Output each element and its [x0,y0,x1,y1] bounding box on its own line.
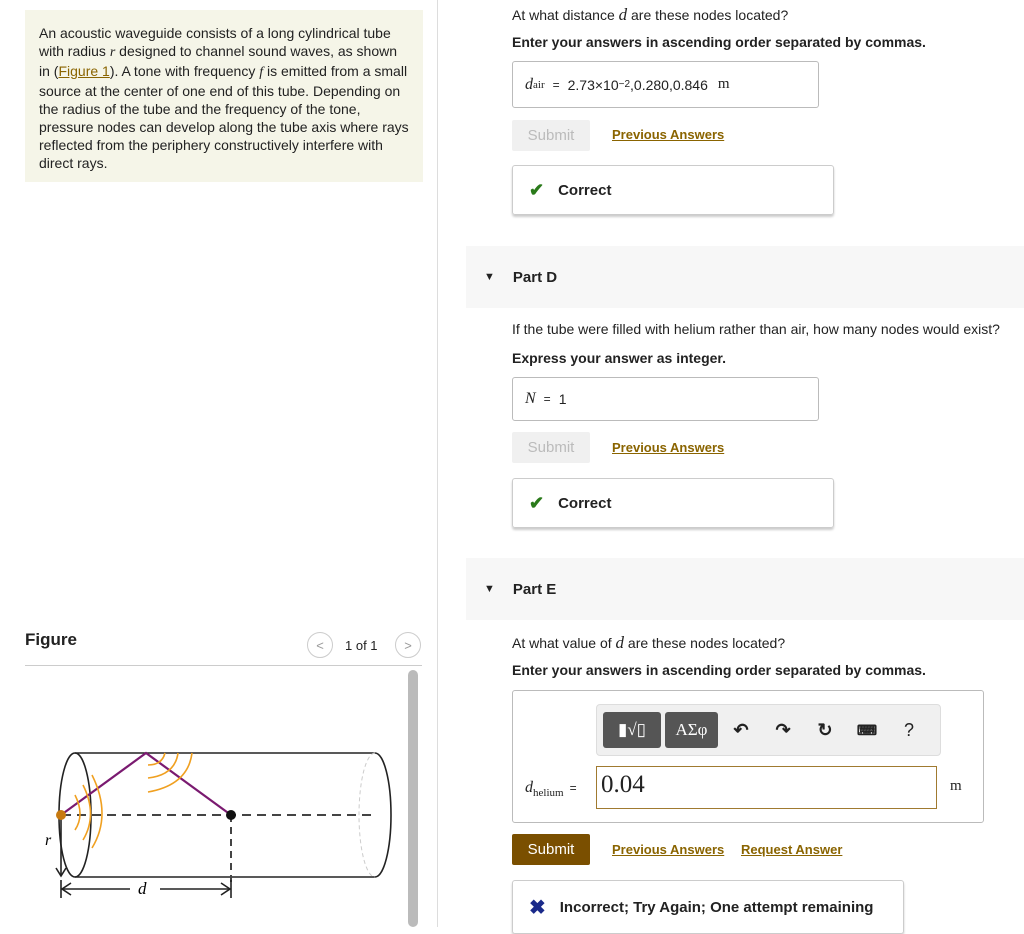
feedback-text: Correct [558,494,612,512]
unit: m [950,778,962,794]
feedback-text: Incorrect; Try Again; One attempt remaining [559,898,874,916]
intro-text: ). A tone with frequency [109,63,260,79]
chevron-left-icon: < [316,637,324,653]
var-subscript: air [533,78,545,91]
keyboard-icon[interactable]: ⌨ [856,721,878,738]
partD-previous-answers-link[interactable]: Previous Answers [612,440,725,455]
undo-icon[interactable]: ↶ [733,719,749,740]
var-d: d [525,779,533,796]
partE-var-label [525,779,577,799]
partC-question [512,5,788,25]
chevron-right-icon: > [404,637,412,653]
figure-pager: 1 of 1 [345,638,378,653]
waveguide-figure [20,670,410,927]
help-button[interactable]: ? [903,719,914,740]
partD-answer-field[interactable] [512,377,819,421]
panel-divider [437,0,438,927]
feedback-text: Correct [558,181,612,199]
partE-submit-button[interactable]: Submit [512,834,590,865]
templates-button[interactable]: ▮√▯ [603,712,661,748]
unit: m [717,76,730,92]
prev-figure-button[interactable] [307,632,333,658]
var-d: d [615,633,625,652]
caret-down-icon: ▼ [484,583,495,595]
ray-path [61,753,231,815]
math-toolbar [596,704,941,756]
problem-intro [25,10,423,182]
partE-answer-input[interactable]: 0.04 [596,766,937,809]
question-text: At what value of [512,635,616,651]
equals-sign: = [543,392,551,406]
sound-waves [75,753,192,848]
var-f: f [259,65,264,80]
answer-value: ,0.280,0.846 [630,76,708,93]
partD-header[interactable] [466,246,1024,308]
node-dot [226,810,236,820]
next-figure-button[interactable] [395,632,421,658]
label-r: r [45,832,52,849]
redo-icon[interactable]: ↷ [775,719,791,740]
label-d: d [138,879,147,898]
intro-text: is emitted from a small source at the center of one end of this tube. Depending on the radius of the tube and the frequency of the tone, pressure nodes can develop along the tube axis where rays reflected from the periphery constructively interfere with direct rays. [39,63,409,171]
equals-sign: = [569,781,577,795]
figure-divider [25,665,422,666]
partC-answer-field[interactable] [512,61,819,108]
var-d: d [618,5,628,24]
partC-instruction: Enter your answers in ascending order separated by commas. [512,34,926,50]
answer-exponent: −2 [618,79,631,90]
figure-link[interactable]: Figure 1 [58,63,110,79]
figure-title: Figure [25,630,77,649]
check-icon: ✔ [529,179,545,200]
partE-previous-answers-link[interactable]: Previous Answers [612,842,725,857]
question-text: are these nodes located? [624,635,786,651]
partD-feedback [512,478,834,528]
answer-value: 2.73×10 [567,76,619,93]
var-r: r [109,45,116,60]
answer-value: 1 [558,391,567,407]
partD-instruction: Express your answer as integer. [512,350,726,366]
intro-text: designed to channel sound waves, as shown in ( [39,43,398,79]
intro-text: An acoustic waveguide consists of a long cylindrical tube with radius [39,25,391,59]
var-subscript: helium [533,786,564,799]
partC-submit-button[interactable]: Submit [512,120,590,151]
partE-answer-panel [512,690,984,823]
symbols-button[interactable]: ΑΣφ [665,712,718,748]
part-title: Part E [512,580,557,598]
partD-question: If the tube were filled with helium rather than air, how many nodes would exist? [512,321,1000,337]
partE-question [512,633,785,653]
partD-submit-button[interactable]: Submit [512,432,590,463]
question-text: At what distance [512,7,619,23]
var-d: d [525,75,533,93]
partC-feedback [512,165,834,215]
partE-feedback [512,880,904,934]
source-dot [56,810,66,820]
x-icon: ✖ [529,896,546,919]
question-text: are these nodes located? [627,7,789,23]
request-answer-link[interactable]: Request Answer [741,842,843,857]
caret-down-icon: ▼ [484,271,495,283]
partE-instruction: Enter your answers in ascending order separated by commas. [512,662,926,678]
partE-header[interactable] [466,558,1024,620]
partC-previous-answers-link[interactable]: Previous Answers [612,127,725,142]
var-N: N [525,390,536,407]
part-title: Part D [512,268,558,286]
reset-icon[interactable]: ↻ [817,719,833,740]
check-icon: ✔ [529,492,545,513]
equals-sign: = [552,77,560,92]
